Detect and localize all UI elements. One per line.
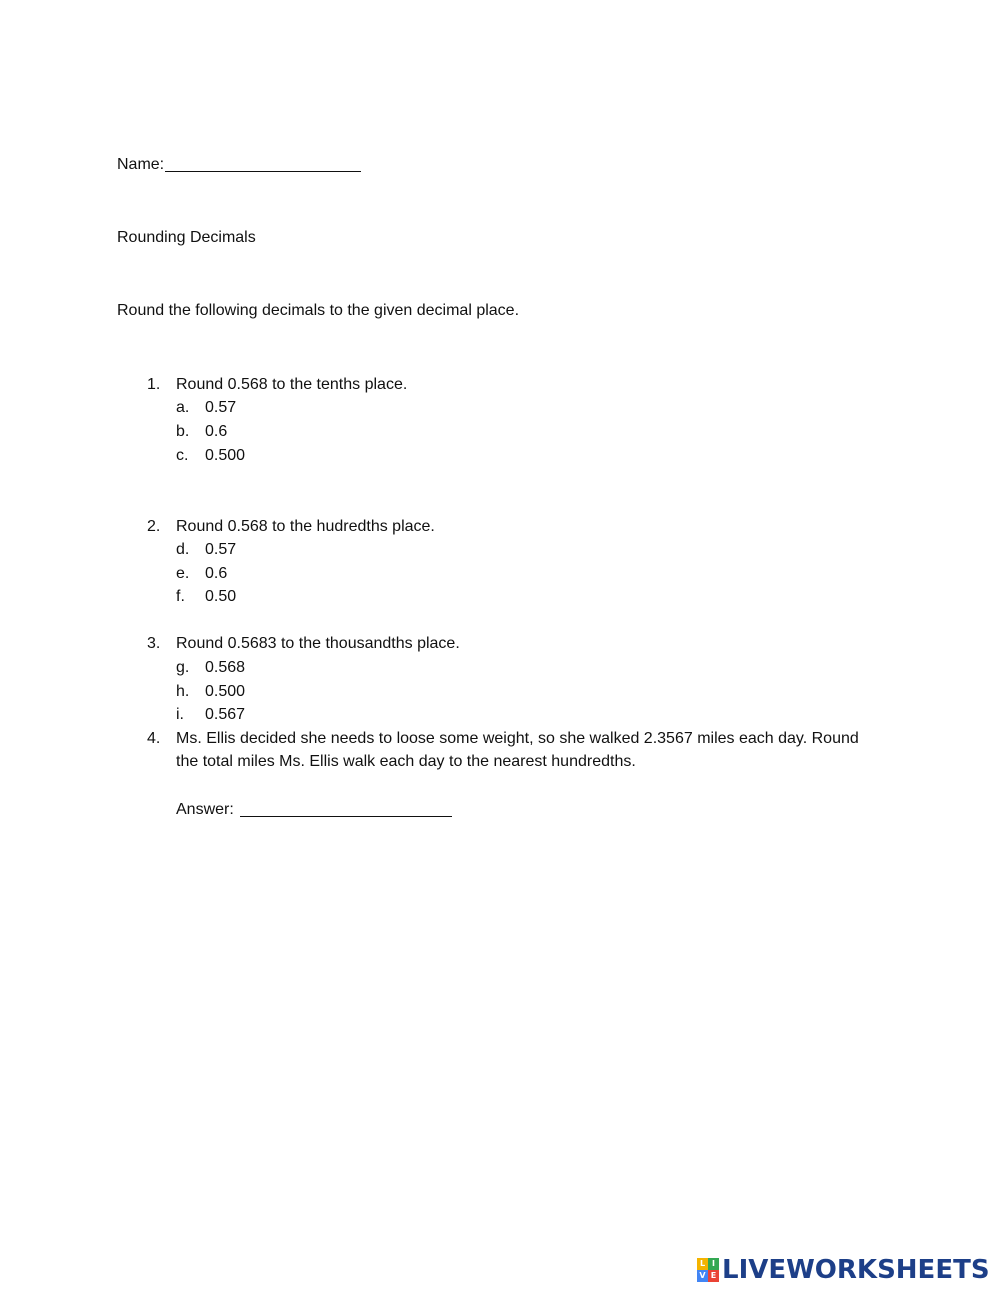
option-value[interactable]: 0.6 xyxy=(205,565,228,582)
option-value[interactable]: 0.567 xyxy=(205,706,246,723)
answer-field[interactable] xyxy=(176,800,452,820)
option-value[interactable]: 0.500 xyxy=(205,683,246,700)
page-title: Rounding Decimals xyxy=(117,229,256,246)
question-prompt-line1: Ms. Ellis decided she needs to loose some weight, so she walked 2.3567 miles each day. Round xyxy=(176,730,859,747)
question-number: 2. xyxy=(147,518,161,535)
name-label: Name: xyxy=(117,156,165,173)
question-number: 1. xyxy=(147,376,161,393)
instructions: Round the following decimals to the given decimal place. xyxy=(117,302,520,319)
option-letter: e. xyxy=(176,565,190,582)
question-prompt: Round 0.5683 to the thousandths place. xyxy=(176,635,460,652)
option-letter: i. xyxy=(176,706,184,723)
logo-mark-letter: L xyxy=(697,1258,708,1270)
liveworksheets-logo xyxy=(697,1255,990,1285)
name-field[interactable] xyxy=(117,155,361,175)
option-letter: a. xyxy=(176,399,190,416)
logo-mark-letter: E xyxy=(708,1270,719,1282)
question-number: 4. xyxy=(147,730,161,747)
question-number: 3. xyxy=(147,635,161,652)
question-prompt-line2: the total miles Ms. Ellis walk each day to the nearest hundredths. xyxy=(176,753,636,770)
option-value[interactable]: 0.57 xyxy=(205,399,237,416)
question-prompt: Round 0.568 to the tenths place. xyxy=(176,376,408,393)
logo-text: LIVEWORKSHEETS xyxy=(722,1255,990,1285)
name-blank[interactable] xyxy=(165,155,361,172)
answer-label: Answer: xyxy=(176,801,234,818)
option-letter: b. xyxy=(176,423,190,440)
logo-mark-icon xyxy=(697,1258,719,1282)
option-value[interactable]: 0.57 xyxy=(205,541,237,558)
option-letter: h. xyxy=(176,683,190,700)
option-letter: d. xyxy=(176,541,190,558)
option-letter: g. xyxy=(176,659,190,676)
answer-blank[interactable] xyxy=(240,800,452,817)
logo-mark-letter: I xyxy=(708,1258,719,1270)
question-prompt: Round 0.568 to the hudredths place. xyxy=(176,518,435,535)
option-value[interactable]: 0.6 xyxy=(205,423,228,440)
option-letter: f. xyxy=(176,588,185,605)
logo-mark-letter: V xyxy=(697,1270,708,1282)
option-value[interactable]: 0.500 xyxy=(205,447,246,464)
option-letter: c. xyxy=(176,447,189,464)
option-value[interactable]: 0.568 xyxy=(205,659,246,676)
option-value[interactable]: 0.50 xyxy=(205,588,237,605)
